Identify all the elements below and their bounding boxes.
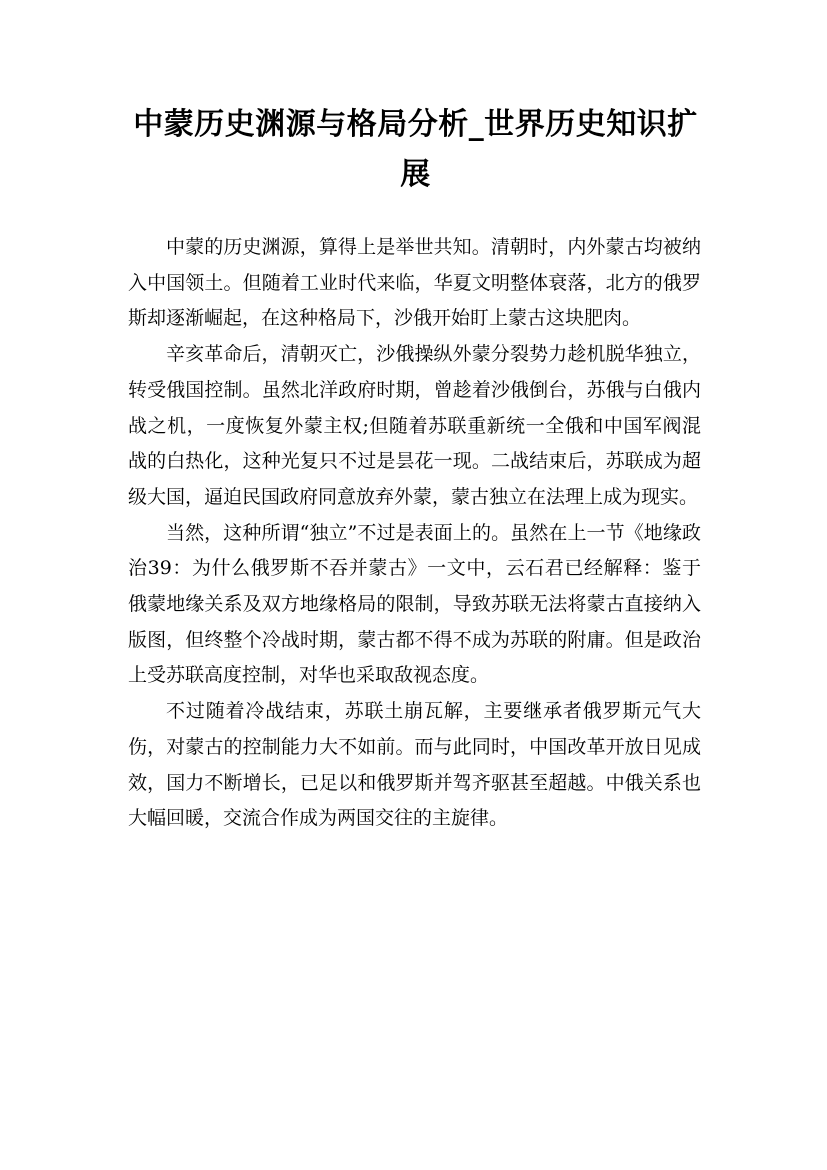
document-body bbox=[128, 230, 701, 837]
paragraph-4: 不过随着冷战结束，苏联土崩瓦解，主要继承者俄罗斯元气大伤，对蒙古的控制能力大不如前。而与此同时，中国改革开放日见成效，国力不断增长，已足以和俄罗斯并驾齐驱甚至超越。中俄关系也大幅回暖，交流合作成为两国交往的主旋律。 bbox=[128, 700, 701, 830]
paragraph-1: 中蒙的历史渊源，算得上是举世共知。清朝时，内外蒙古均被纳入中国领土。但随着工业时代来临，华夏文明整体衰落，北方的俄罗斯却逐渐崛起，在这种格局下，沙俄开始盯上蒙古这块肥肉。 bbox=[128, 236, 701, 330]
paragraph-2: 辛亥革命后，清朝灭亡，沙俄操纵外蒙分裂势力趁机脱华独立，转受俄国控制。虽然北洋政府时期，曾趁着沙俄倒台，苏俄与白俄内战之机，一度恢复外蒙主权;但随着苏联重新统一全俄和中国军阀混战的白热化，这种光复只不过是昙花一现。二战结束后，苏联成为超级大国，逼迫民国政府同意放弃外蒙，蒙古独立在法理上成为现实。 bbox=[128, 343, 701, 508]
document-title: 中蒙历史渊源与格局分析_世界历史知识扩展 bbox=[133, 107, 698, 192]
paragraph-3: 当然，这种所谓“独立”不过是表面上的。虽然在上一节《地缘政治39：为什么俄罗斯不吞并蒙古》一文中，云石君已经解释：鉴于俄蒙地缘关系及双方地缘格局的限制，导致苏联无法将蒙古直接纳入版图，但终整个冷战时期，蒙古都不得不成为苏联的附庸。但是政治上受苏联高度控制，对华也采取敌视态度。 bbox=[128, 521, 701, 687]
